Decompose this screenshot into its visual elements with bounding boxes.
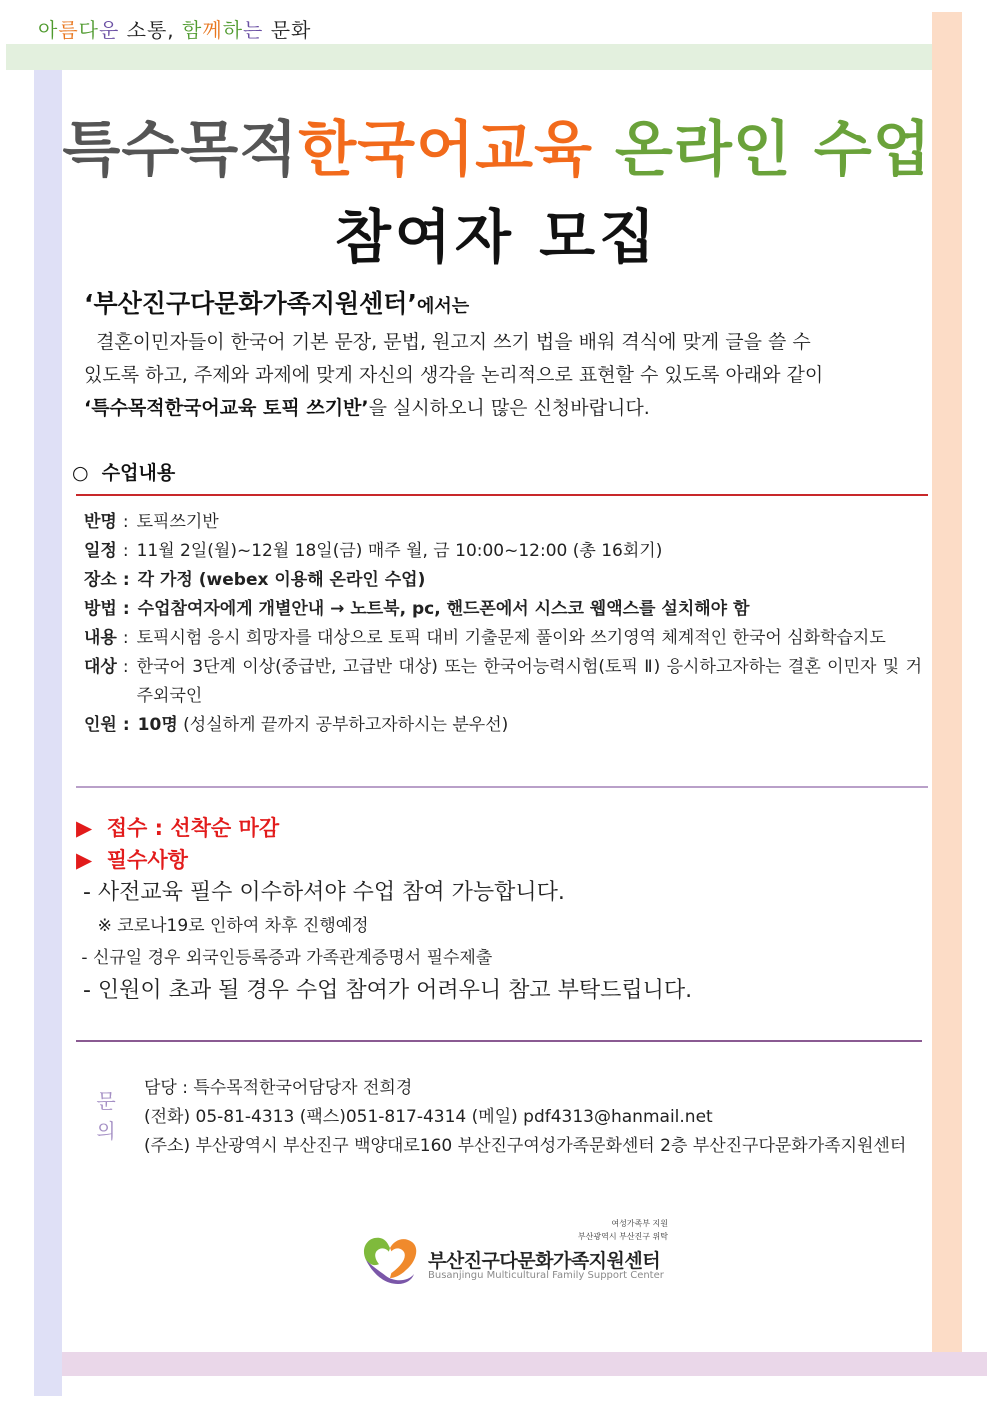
left-decorative-bar	[34, 70, 62, 1396]
detail-label: 방법	[84, 599, 117, 619]
title-part-gray: 특수목적	[62, 115, 299, 185]
top-decorative-bar	[6, 44, 932, 70]
detail-value: 토픽시험 응시 희망자를 대상으로 토픽 대비 기출문제 풀이와 쓰기영역 체계적인 한국어 심화학습지도	[136, 628, 886, 648]
detail-row-method: 방법 : 수업참여자에게 개별안내 → 노트북, pc, 핸드폰에서 시스코 웹액스를 설치해야 함	[84, 595, 922, 624]
detail-label: 내용	[84, 628, 117, 648]
detail-label: 인원	[84, 715, 117, 735]
intro-line: 있도록 하고, 주제와 과제에 맞게 자신의 생각을 논리적으로 표현할 수 있도록 아래와 같이	[84, 364, 824, 386]
required-note: ※ 코로나19로 인하여 차후 진행예정	[76, 916, 369, 936]
center-logo	[358, 1218, 668, 1290]
detail-row-target: 대상 : 한국어 3단계 이상(중급반, 고급반 대상) 또는 한국어능력시험(토픽 Ⅱ) 응시하고자하는 결혼 이민자 및 거주외국인	[84, 653, 922, 711]
contact-phone: (전화) 05-81-4313 (팩스)051-817-4314 (메일) pdf4313@hanmail.net	[144, 1107, 713, 1127]
title-part-orange: 한국어교육	[298, 115, 594, 185]
detail-row-count: 인원 : 10명 (성실하게 끝까지 공부하고자하시는 분우선)	[84, 711, 922, 740]
detail-row-schedule: 일정 : 11월 2일(월)~12월 18일(금) 매주 월, 금 10:00~12:00 (총 16회기)	[84, 537, 922, 566]
bottom-decorative-bar	[62, 1352, 987, 1376]
heart-logo-icon	[358, 1230, 422, 1290]
slogan-char: 아	[38, 18, 59, 42]
slogan-text: 소통,	[119, 18, 183, 42]
slogan-char: 다	[78, 18, 99, 42]
detail-label: 장소	[84, 570, 117, 590]
logo-support-text: 부산광역시 부산진구 위탁	[577, 1232, 668, 1241]
detail-label: 대상	[84, 657, 117, 677]
detail-value: 토픽쓰기반	[136, 512, 219, 532]
contact-manager: 담당 : 특수목적한국어담당자 전희경	[144, 1078, 413, 1098]
detail-row-place: 장소 : 각 가정 (webex 이용해 온라인 수업)	[84, 566, 922, 595]
slogan-char: 운	[98, 18, 120, 42]
detail-label: 일정	[84, 541, 117, 561]
divider-red	[76, 494, 928, 496]
slogan-char: 름	[58, 18, 79, 42]
intro-line: 결혼이민자들이 한국어 기본 문장, 문법, 원고지 쓰기 법을 배워 격식에 맞게 글을 쓸 수	[84, 331, 811, 353]
required-item: - 인원이 초과 될 경우 수업 참여가 어려우니 참고 부탁드립니다.	[76, 978, 693, 1003]
program-name: ‘특수목적한국어교육 토픽 쓰기반’	[84, 397, 369, 419]
divider-lavender	[76, 786, 928, 788]
detail-value: 11월 2일(월)~12월 18일(금) 매주 월, 금 10:00~12:00 (총 16회기)	[136, 541, 663, 561]
slogan-char: 하	[222, 18, 244, 42]
title-part-green: 온라인 수업	[614, 115, 932, 185]
required-heading: ▶ 필수사항	[76, 848, 188, 872]
required-item: - 사전교육 필수 이수하셔야 수업 참여 가능합니다.	[76, 880, 565, 905]
intro-paragraph	[84, 326, 922, 425]
contact-info	[144, 1074, 906, 1161]
inquiry-label-char: 문	[96, 1089, 116, 1113]
detail-value: 수업참여자에게 개별안내 → 노트북, pc, 핸드폰에서 시스코 웹액스를 설치해야 함	[137, 599, 750, 619]
detail-label: 반명	[84, 512, 117, 532]
detail-value: 각 가정 (webex 이용해 온라인 수업)	[137, 570, 426, 590]
detail-value: 한국어 3단계 이상(중급반, 고급반 대상) 또는 한국어능력시험(토픽 Ⅱ) 응시하고자하는 결혼 이민자 및 거주외국인	[136, 657, 922, 706]
contact-address: (주소) 부산광역시 부산진구 백양대로160 부산진구여성가족문화센터 2층 부산진구다문화가족지원센터	[144, 1136, 907, 1156]
slogan-text: 문화	[263, 18, 312, 42]
section-heading: ○ 수업내용	[72, 462, 176, 484]
notice-section	[76, 812, 926, 1008]
inquiry-label	[94, 1086, 118, 1146]
slogan-char: 는	[243, 18, 264, 42]
receipt-notice: ▶ 접수 : 선착순 마감	[76, 816, 280, 840]
divider-purple	[76, 1040, 922, 1042]
slogan-char: 께	[202, 18, 223, 42]
inquiry-label-char: 의	[96, 1119, 116, 1143]
detail-note: (성실하게 끝까지 공부하고자하시는 분우선)	[183, 715, 509, 735]
detail-value: 10명	[137, 715, 178, 735]
slogan	[38, 14, 311, 43]
logo-english-name: Busanjingu Multicultural Family Support Center	[428, 1270, 664, 1281]
slogan-char: 함	[182, 18, 203, 42]
center-intro-heading	[84, 284, 469, 320]
detail-row-class: 반명 : 토픽쓰기반	[84, 508, 922, 537]
intro-line	[84, 392, 922, 425]
logo-name: 부산진구다문화가족지원센터	[428, 1250, 661, 1272]
center-suffix: 에서는	[416, 296, 470, 317]
main-title	[62, 102, 932, 188]
sub-title: 참여자 모집	[334, 203, 660, 271]
right-decorative-bar	[932, 12, 962, 1352]
intro-line-rest: 을 실시하오니 많은 신청바랍니다.	[368, 397, 650, 419]
detail-row-content: 내용 : 토픽시험 응시 희망자를 대상으로 토픽 대비 기출문제 풀이와 쓰기영역 체계적인 한국어 심화학습지도	[84, 624, 922, 653]
class-details	[84, 508, 922, 740]
required-item: - 신규일 경우 외국인등록증과 가족관계증명서 필수제출	[76, 948, 493, 968]
center-name: ‘부산진구다문화가족지원센터’	[84, 289, 417, 318]
logo-support-text: 여성가족부 지원	[611, 1219, 668, 1228]
